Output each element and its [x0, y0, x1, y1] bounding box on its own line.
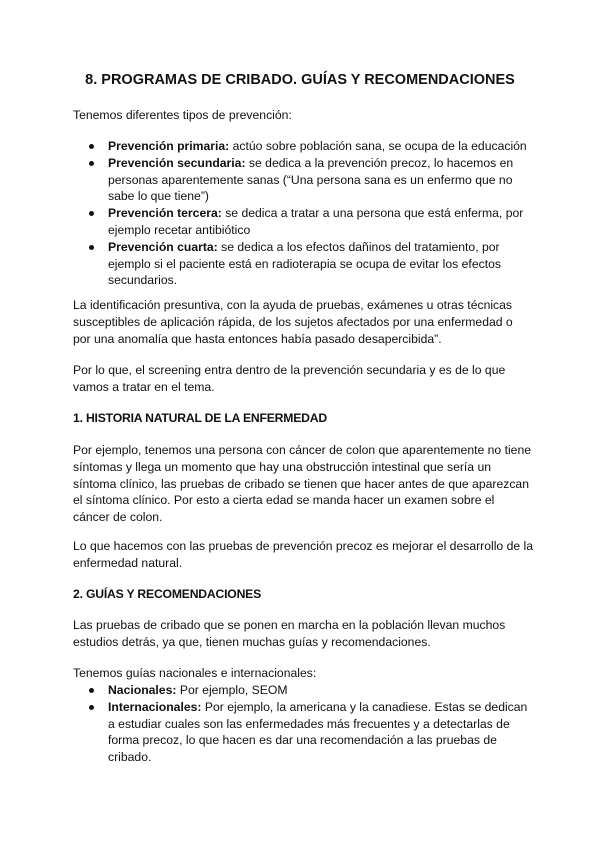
bullet-icon	[89, 144, 94, 149]
guides-list	[73, 682, 533, 766]
section-heading-guides: 2. GUÍAS Y RECOMENDACIONES	[73, 587, 262, 601]
list-item-text: se dedica a tratar a una persona que está enferma, por ejemplo recetar antibiótico	[108, 206, 524, 237]
list-item	[73, 699, 533, 766]
early-prevention-paragraph: Lo que hacemos con las pruebas de prevención precoz es mejorar el desarrollo de la enfermedad natural.	[73, 539, 534, 570]
list-item-text: Por ejemplo, la americana y la canadiese. Estas se dedican a estudiar cuales son las enfermedades más frecuentes y a detectarlas de forma precoz, lo que hacen es dar una recomendación a las pruebas de cribado.	[108, 699, 528, 765]
guides-types-paragraph: Tenemos guías nacionales e internacionales:	[73, 666, 317, 680]
identification-paragraph: La identificación presuntiva, con la ayuda de pruebas, exámenes u otras técnicas susceptibles de aplicación rápida, de los sujetos afectados por una enfermedad o por una anomalía que hasta entonces había pasado desapercibida”.	[73, 298, 513, 346]
bullet-icon	[89, 211, 94, 216]
list-item	[73, 155, 533, 205]
list-item-term: Prevención secundaria:	[108, 155, 246, 170]
bullet-icon	[89, 688, 94, 693]
natural-history-paragraph: Por ejemplo, tenemos una persona con cáncer de colon que aparentemente no tiene síntomas y llega un momento que hay una obstrucción intestinal que sería un síntoma clínico, las pruebas de cribado se tienen que hacer antes de que aparezcan el síntoma clínico. Por esto a cierta edad se manda hacer un examen sobre el cáncer de colon.	[73, 443, 532, 525]
list-item-text: Por ejemplo, SEOM	[179, 683, 288, 697]
list-item-text: se dedica a la prevención precoz, lo hacemos en personas aparentemente sanas (“Una persona sana es un enfermo que no sabe lo que tiene”)	[108, 155, 514, 204]
intro-paragraph: Tenemos diferentes tipos de prevención:	[73, 108, 292, 122]
list-item-term: Internacionales:	[108, 699, 202, 714]
list-item-text: actúo sobre población sana, se ocupa de la educación	[232, 139, 527, 153]
section-heading-natural-history: 1. HISTORIA NATURAL DE LA ENFERMEDAD	[73, 411, 327, 425]
list-item-term: Nacionales:	[108, 683, 177, 697]
list-item	[73, 682, 533, 699]
screening-paragraph: Por lo que, el screening entra dentro de la prevención secundaria y es de lo que vamos a tratar en el tema.	[73, 363, 506, 394]
prevention-list	[73, 138, 533, 289]
list-item	[73, 138, 533, 155]
list-item	[73, 239, 533, 289]
bullet-icon	[89, 245, 94, 250]
page-title: 8. PROGRAMAS DE CRIBADO. GUÍAS Y RECOMENDACIONES	[85, 72, 515, 88]
list-item-term: Prevención primaria:	[108, 139, 230, 153]
bullet-icon	[89, 705, 94, 710]
list-item-text: se dedica a los efectos dañinos del tratamiento, por ejemplo si el paciente está en radioterapia se ocupa de evitar los efectos secundarios.	[108, 239, 501, 288]
list-item-term: Prevención tercera:	[108, 206, 222, 221]
list-item-term: Prevención cuarta:	[108, 239, 218, 254]
bullet-icon	[89, 161, 94, 166]
list-item	[73, 205, 533, 239]
guides-intro-paragraph: Las pruebas de cribado que se ponen en marcha en la población llevan muchos estudios detrás, ya que, tienen muchas guías y recomendaciones.	[73, 618, 506, 649]
